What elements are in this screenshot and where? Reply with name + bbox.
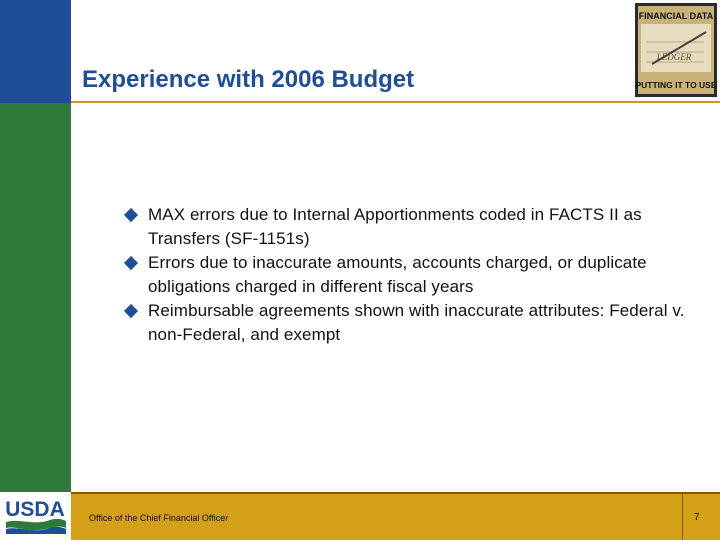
usda-logo-text: USDA xyxy=(5,498,65,521)
bullet-text: Reimbursable agreements shown with inaccurate attributes: Federal v. non-Federal, and exempt xyxy=(148,301,685,344)
footer-top-rule xyxy=(71,492,720,494)
title-underline xyxy=(71,101,720,103)
diamond-bullet-icon xyxy=(124,304,138,318)
left-green-stripe xyxy=(0,103,71,492)
footer-office-text: Office of the Chief Financial Officer xyxy=(89,513,229,523)
bullet-item xyxy=(126,251,711,299)
bullet-list xyxy=(126,203,711,347)
bullet-text: MAX errors due to Internal Apportionments coded in FACTS II as Transfers (SF-1151s) xyxy=(148,205,642,248)
usda-logo xyxy=(0,492,71,540)
left-blue-stripe xyxy=(0,0,71,103)
bullet-item xyxy=(126,299,711,347)
logo-bottom-text: PUTTING IT TO USE xyxy=(635,80,717,90)
logo-top-text: FINANCIAL DATA xyxy=(638,11,714,21)
bullet-item xyxy=(126,203,711,251)
page-number: 7 xyxy=(694,512,700,523)
slide-title: Experience with 2006 Budget xyxy=(82,66,415,93)
usda-logo-box xyxy=(0,492,71,540)
diamond-bullet-icon xyxy=(124,208,138,222)
bullet-text: Errors due to inaccurate amounts, accounts charged, or duplicate obligations charged in different fiscal years xyxy=(148,253,647,296)
footer-divider xyxy=(682,494,683,540)
financial-data-logo xyxy=(634,2,718,98)
diamond-bullet-icon xyxy=(124,256,138,270)
logo-ledger-text: LEDGER xyxy=(656,52,692,62)
